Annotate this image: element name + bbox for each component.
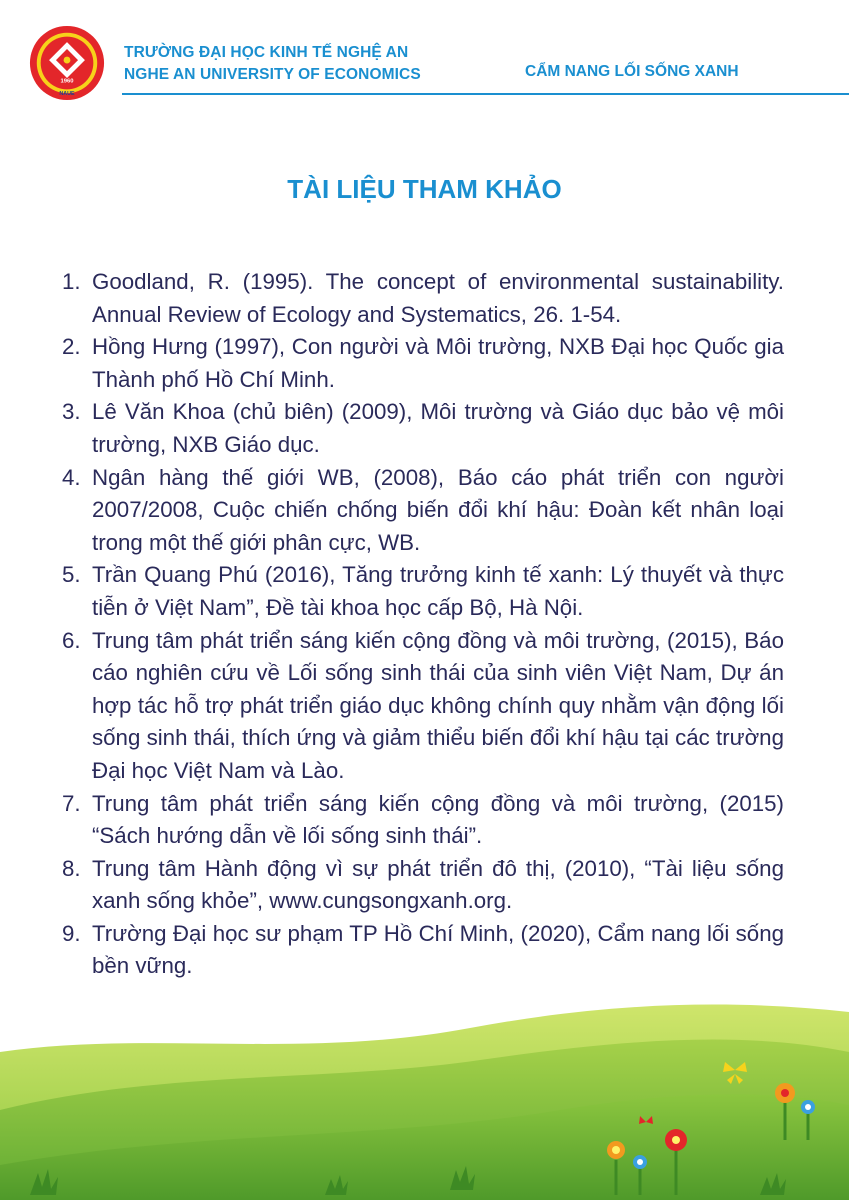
reference-item	[62, 788, 784, 853]
header-divider	[122, 93, 849, 95]
university-name	[124, 42, 421, 86]
reference-number: 7.	[62, 790, 81, 816]
reference-number: 3.	[62, 399, 81, 425]
reference-text: Trần Quang Phú (2016), Tăng trưởng kinh tế xanh: Lý thuyết và thực tiễn ở Việt Nam”, Đề tài khoa học cấp Bộ, Hà Nội.	[92, 562, 784, 620]
reference-number: 2.	[62, 334, 81, 360]
reference-number: 8.	[62, 855, 81, 881]
reference-number: 9.	[62, 920, 81, 946]
reference-text: Hồng Hưng (1997), Con người và Môi trường, NXB Đại học Quốc gia Thành phố Hồ Chí Minh.	[92, 334, 784, 392]
reference-number: 6.	[62, 627, 81, 653]
reference-text: Lê Văn Khoa (chủ biên) (2009), Môi trường và Giáo dục bảo vệ môi trường, NXB Giáo dục.	[92, 399, 784, 457]
university-name-vi: TRƯỜNG ĐẠI HỌC KINH TẾ NGHỆ AN	[124, 44, 409, 61]
logo-abbr: NAUE	[59, 91, 75, 98]
reference-item	[62, 331, 784, 396]
university-name-en: NGHE AN UNIVERSITY OF ECONOMICS	[124, 66, 421, 83]
reference-number: 1.	[62, 269, 81, 294]
reference-text: Goodland, R. (1995). The concept of environmental sustainability. Annual Review of Ecology and Systematics, 26. 1-54.	[92, 269, 784, 327]
reference-text: Trung tâm phát triển sáng kiến cộng đồng và môi trường, (2015) “Sách hướng dẫn về lối sống sinh thái”.	[92, 790, 784, 849]
reference-text: Ngân hàng thế giới WB, (2008), Báo cáo phát triển con người 2007/2008, Cuộc chiến chống biến đổi khí hậu: Đoàn kết nhân loại trong một thế giới phân cực, WB.	[92, 464, 784, 555]
reference-text: Trung tâm Hành động vì sự phát triển đô thị, (2010), “Tài liệu sống xanh sống khỏe”, www.cungsongxanh.org.	[92, 855, 784, 914]
reference-item	[62, 396, 784, 461]
university-logo	[28, 24, 106, 102]
reference-item	[62, 853, 784, 918]
reference-number: 5.	[62, 562, 81, 588]
page-header	[0, 0, 849, 110]
reference-list	[62, 266, 784, 983]
reference-item	[62, 462, 784, 560]
reference-item	[62, 625, 784, 788]
handbook-title: CẨM NANG LỐI SỐNG XANH	[525, 63, 739, 80]
reference-item	[62, 918, 784, 983]
reference-number: 4.	[62, 464, 81, 490]
reference-text: Trung tâm phát triển sáng kiến cộng đồng và môi trường, (2015), Báo cáo nghiên cứu về Lối sống sinh thái của sinh viên Việt Nam, Dự án hợp tác hỗ trợ phát triển giáo dục không chính quy nhằm vận động lối sống sinh thái, thích ứng và giảm thiểu biến đổi khí hậu tại các trường Đại học Việt Nam và Lào.	[92, 627, 784, 783]
reference-item	[62, 559, 784, 624]
reference-item	[62, 266, 784, 331]
meadow-illustration	[0, 990, 849, 1200]
page-title: TÀI LIỆU THAM KHẢO	[287, 174, 562, 204]
logo-year: 1960	[60, 78, 74, 85]
reference-text: Trường Đại học sư phạm TP Hồ Chí Minh, (2020), Cẩm nang lối sống bền vững.	[92, 920, 784, 979]
